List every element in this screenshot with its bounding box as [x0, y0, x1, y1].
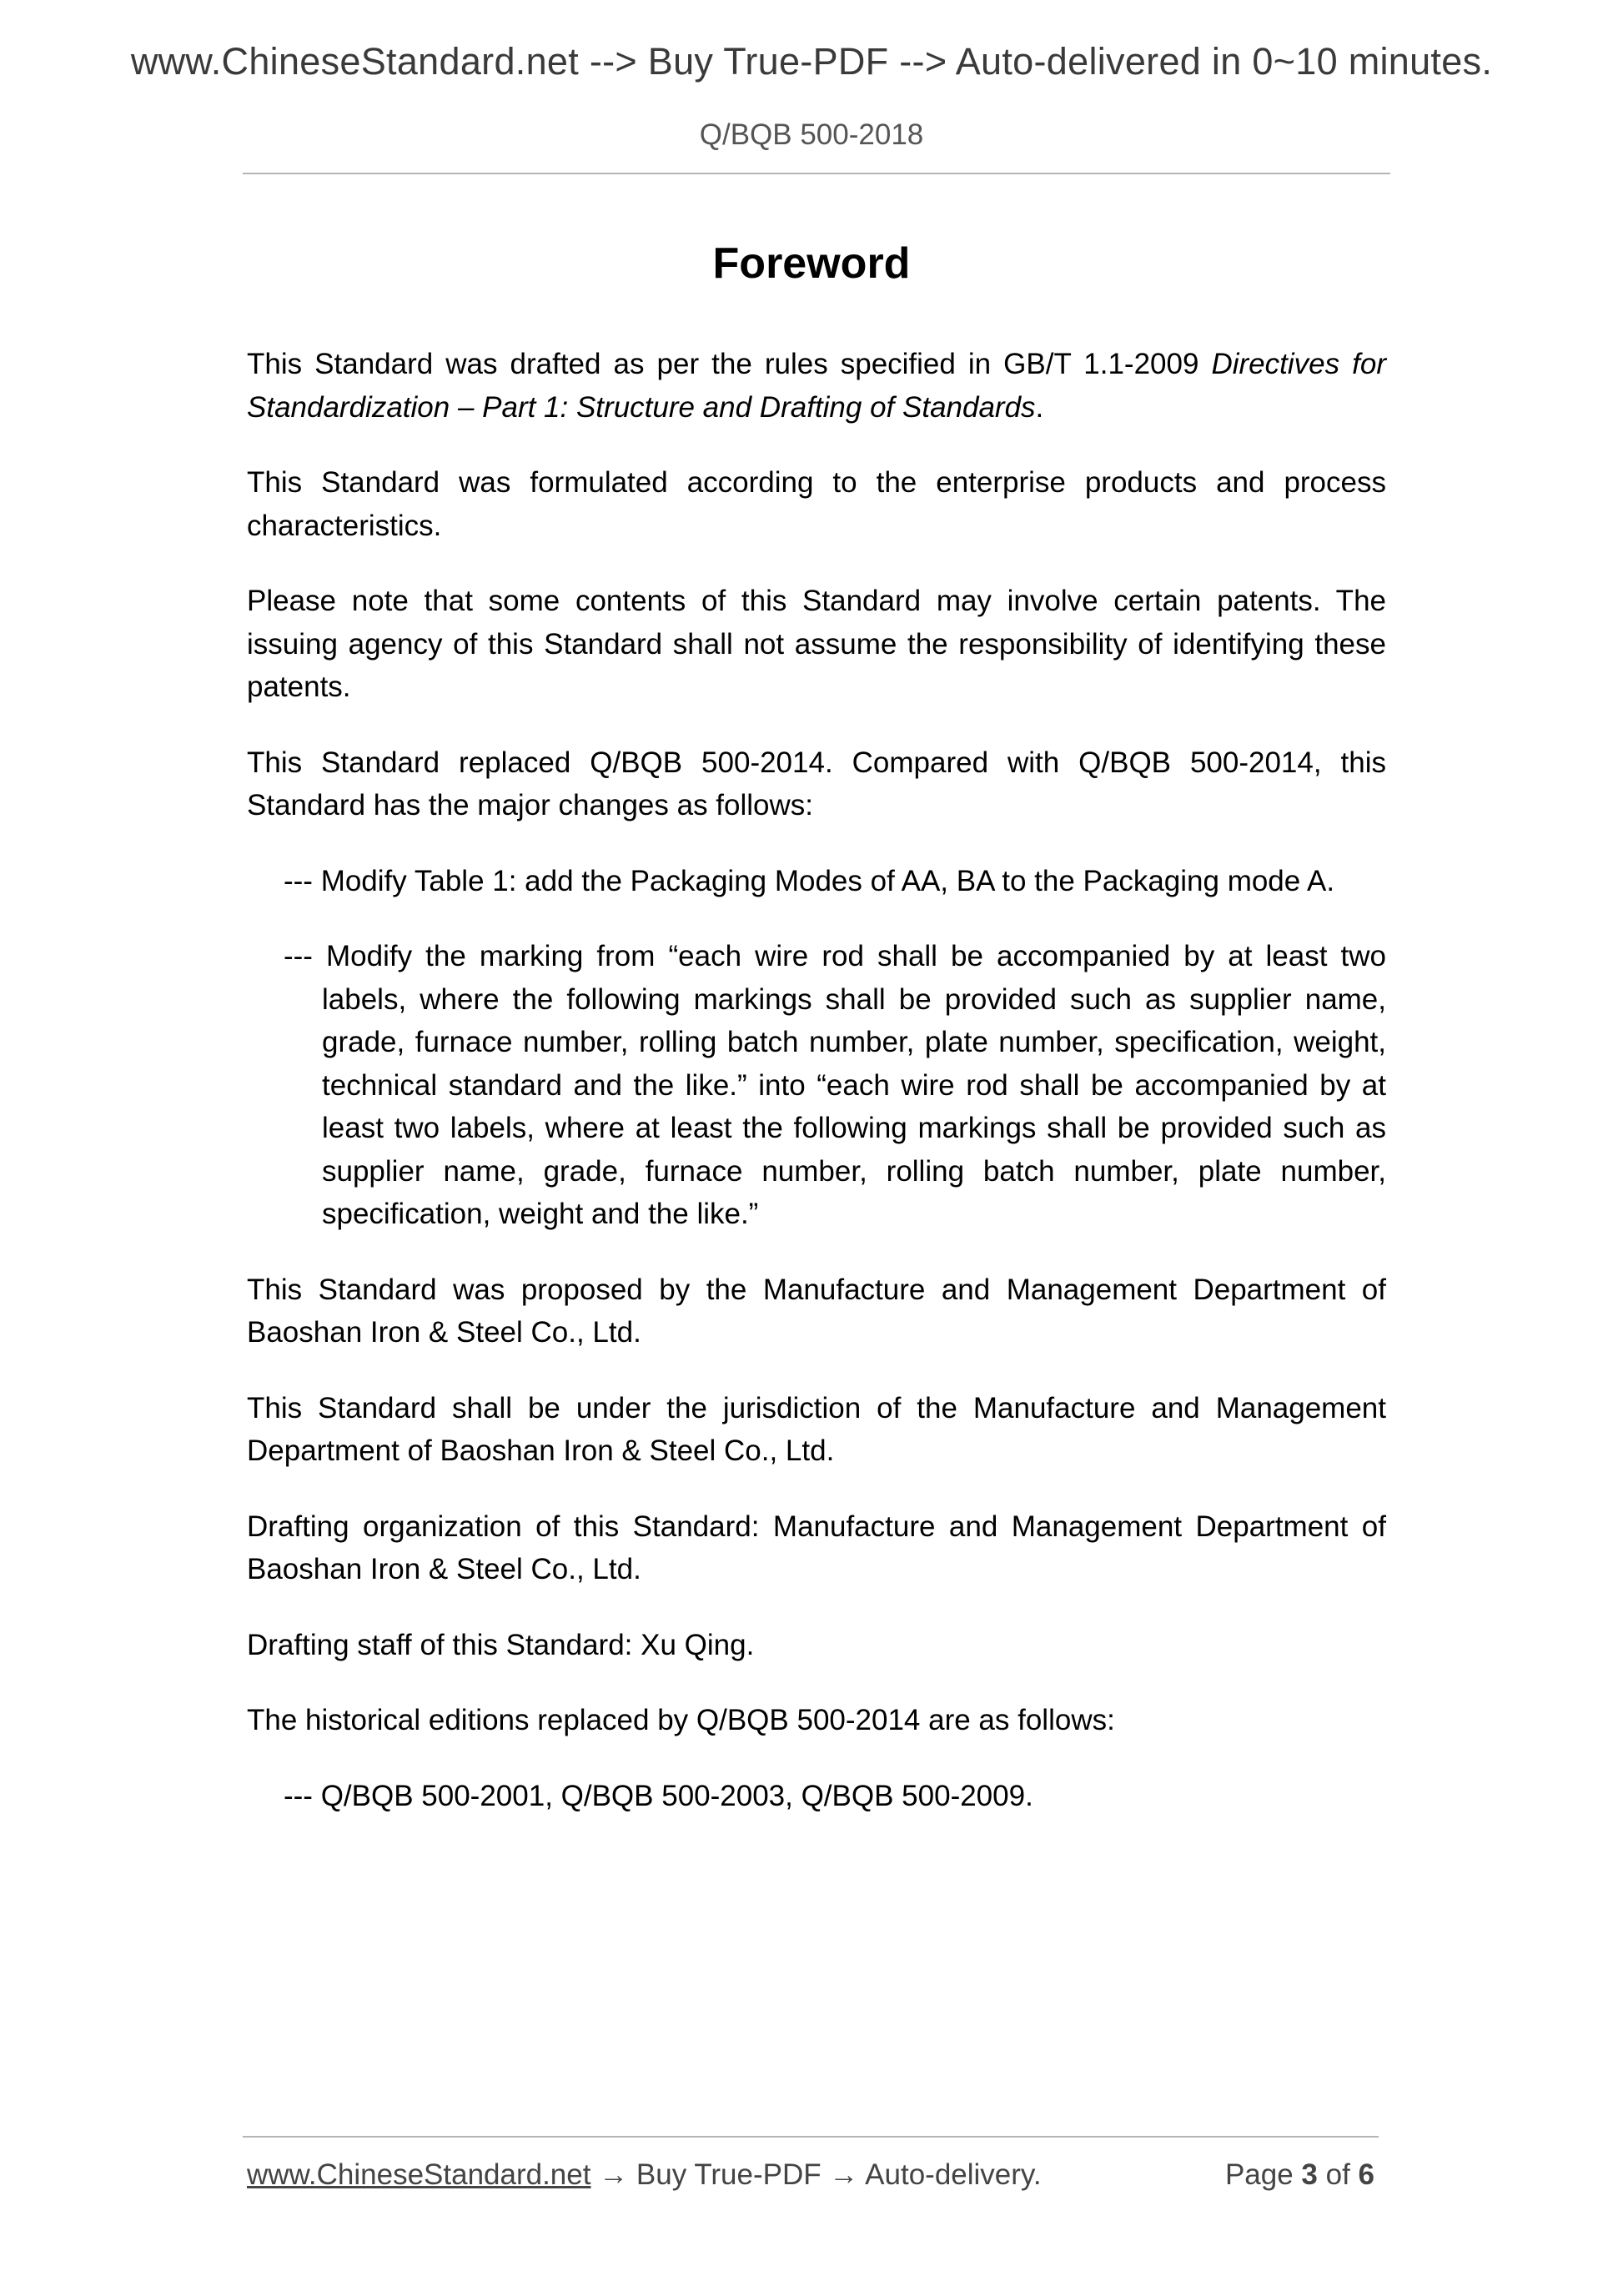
- page-of: of: [1317, 2158, 1359, 2191]
- footer-site-link[interactable]: www.ChineseStandard.net: [247, 2158, 591, 2191]
- paragraph-patents: Please note that some contents of this Standard may involve certain patents. The issuing agency of this Standard shall not assume the responsibility of identifying these patents.: [247, 585, 1386, 703]
- paragraph-drafting-staff: Drafting staff of this Standard: Xu Qing.: [247, 1628, 755, 1661]
- page-label: Page: [1224, 2158, 1302, 2191]
- footer-left: [247, 2158, 1042, 2192]
- paragraph-formulation: This Standard was formulated according to the enterprise products and process characteristics.: [247, 466, 1386, 542]
- paragraph-proposed-by: This Standard was proposed by the Manufacture and Management Department of Baoshan Iron & Steel Co., Ltd.: [247, 1273, 1386, 1349]
- header-divider: [243, 173, 1390, 174]
- page-current: 3: [1301, 2158, 1318, 2191]
- document-code: Q/BQB 500-2018: [699, 118, 924, 151]
- page-total: 6: [1358, 2158, 1374, 2191]
- paragraph-drafting-rules-text: This Standard was drafted as per the rules specified in GB/T 1.1-2009: [247, 348, 1212, 380]
- paragraph-drafting-organization: Drafting organization of this Standard: Manufacture and Management Department of Baoshan Iron & Steel Co., Ltd.: [247, 1510, 1386, 1585]
- paragraph-jurisdiction: This Standard shall be under the jurisdiction of the Manufacture and Management Department of Baoshan Iron & Steel Co., Ltd.: [247, 1391, 1386, 1467]
- change-item-table: --- Modify Table 1: add the Packaging Modes of AA, BA to the Packaging mode A.: [284, 864, 1335, 897]
- paragraph-historical-editions: The historical editions replaced by Q/BQB 500-2014 are as follows:: [247, 1704, 1115, 1736]
- paragraph-replacement: This Standard replaced Q/BQB 500-2014. Compared with Q/BQB 500-2014, this Standard has the major changes as follows:: [247, 746, 1386, 821]
- history-item: --- Q/BQB 500-2001, Q/BQB 500-2003, Q/BQB 500-2009.: [284, 1779, 1033, 1812]
- footer-tagline: → Buy True-PDF → Auto-delivery.: [590, 2158, 1042, 2191]
- page-title: Foreword: [712, 239, 911, 288]
- directive-title: Directives for Standardization – Part 1: Structure and Drafting of Standards: [247, 348, 1386, 424]
- top-banner: www.ChineseStandard.net --> Buy True-PDF --> Auto-delivered in 0~10 minutes.: [130, 40, 1493, 83]
- footer-divider: [243, 2136, 1379, 2138]
- paragraph-drafting-rules: [247, 343, 1386, 429]
- paragraph-drafting-rules-end: .: [1035, 390, 1044, 424]
- foreword-body: [247, 343, 1386, 1850]
- change-item-marking: --- Modify the marking from “each wire rod shall be accompanied by at least two labels, where the following markings shall be provided such as supplier name, grade, furnace number, rolling batch number, plate number, specification, weight, technical standard and the like.” into “each wire rod shall be accompanied by at least two labels, where at least the following markings shall be provided such as supplier name, grade, furnace number, rolling batch number, plate number, specification, weight and the like.”: [284, 940, 1386, 1230]
- page-indicator: [1225, 2158, 1374, 2192]
